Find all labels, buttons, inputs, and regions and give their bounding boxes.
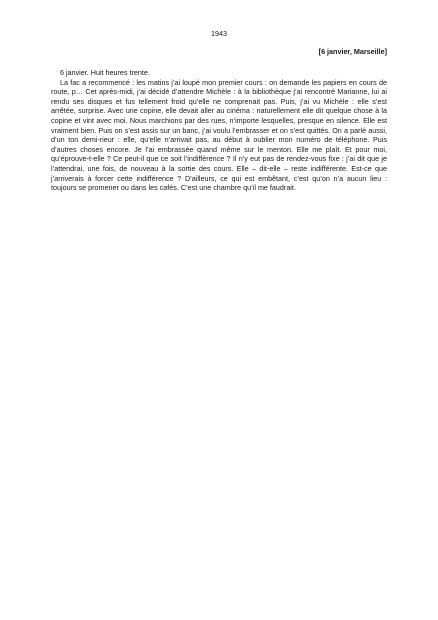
diary-entry <box>51 68 387 193</box>
entry-body-paragraph: La fac a recommencé : les matins j’ai loupé mon premier cours : on demande les papiers en cours de route, p… Cet après-midi, j’ai décidé d’attendre Michèle : à la bibliothèque j’ai rencontré Marianne, lui ai rendu ses disques et fus tellement froid qu’elle ne comprenait pas. Puis, j’ai vu Michèle : elle s’est arrêtée, surprise. Avec une copine, elle devait aller au cinéma : naturellement elle dit quelque chose à la copine et vint avec moi. Nous marchions par des rues, n’importe lesquelles, presque en silence. Elle est vraiment bien. Puis on s’est assis sur un banc, j’ai voulu l’embrasser et on s’est quittés. On a parlé aussi, d’un ton demi-rieur : elle, qu’elle n’arrivait pas, au début à oublier mon numéro de téléphone. Puis d’autres choses encore. Je l’ai embrassée quand même sur le menton. Elle me plaît. Et pour moi, qu’éprouve-t-elle ? Ce peut-il que ce soit l’indifférence ? Il n’y eut pas de rendez-vous fixe : j’ai dit que je l’attendrai, une fois, de nouveau à la sortie des cours. Elle – dit-elle – reste indifférente. Est-ce que j’arriverais à forcer cette indifférence ? D’ailleurs, ce qui est embêtant, c’est qu’on n’a aucun lieu : toujours se promener ou dans les cafés. C’est une chambre qu’il me faudrait. <box>51 77 387 193</box>
page-year-header: 1943 <box>211 29 227 38</box>
entry-opening-line: 6 janvier. Huit heures trente. <box>60 68 150 77</box>
entry-dateline: [6 janvier, Marseille] <box>318 47 387 56</box>
